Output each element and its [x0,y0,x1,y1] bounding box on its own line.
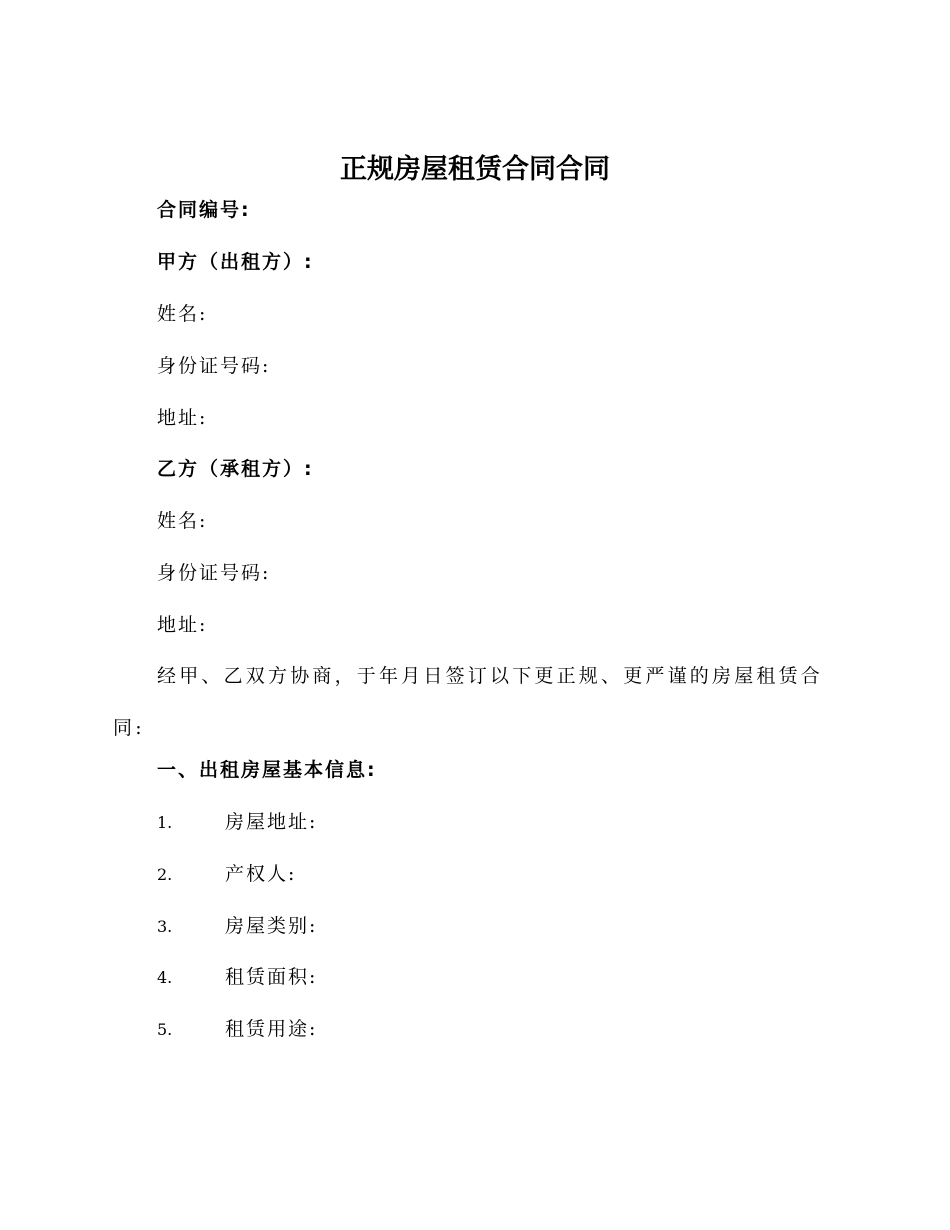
list-item-text: 租赁面积: [225,966,318,988]
party-a-address-label: 地址: [157,407,208,429]
list-item-text: 产权人: [225,863,297,885]
list-item [157,1015,317,1044]
document-title: 正规房屋租赁合同合同 [340,154,610,185]
party-b-address-label: 地址: [157,614,208,636]
section-1-heading: 一、出租房屋基本信息: [157,759,377,781]
party-b-name-label: 姓名: [157,510,208,532]
list-item-text: 租赁用途: [225,1018,318,1040]
list-item-number: 2. [157,865,173,884]
contract-number-label: 合同编号: [157,199,251,221]
party-a-name-label: 姓名: [157,303,208,325]
party-a-heading: 甲方（出租方）: [157,251,314,273]
list-item [157,860,296,889]
list-item-number: 3. [157,917,173,936]
list-item [157,963,317,992]
list-item-text: 房屋类别: [225,915,318,937]
party-a-id-label: 身份证号码: [157,355,271,377]
party-b-id-label: 身份证号码: [157,562,271,584]
intro-paragraph: 经甲、乙双方协商，于年月日签订以下更正规、更严谨的房屋租赁合同: [113,665,824,739]
list-item-text: 房屋地址: [225,811,318,833]
list-item-number: 5. [157,1020,173,1039]
list-item [157,912,317,941]
list-item [157,808,317,837]
list-item-number: 4. [157,968,173,987]
list-item-number: 1. [157,813,173,832]
party-b-heading: 乙方（承租方）: [157,458,314,480]
